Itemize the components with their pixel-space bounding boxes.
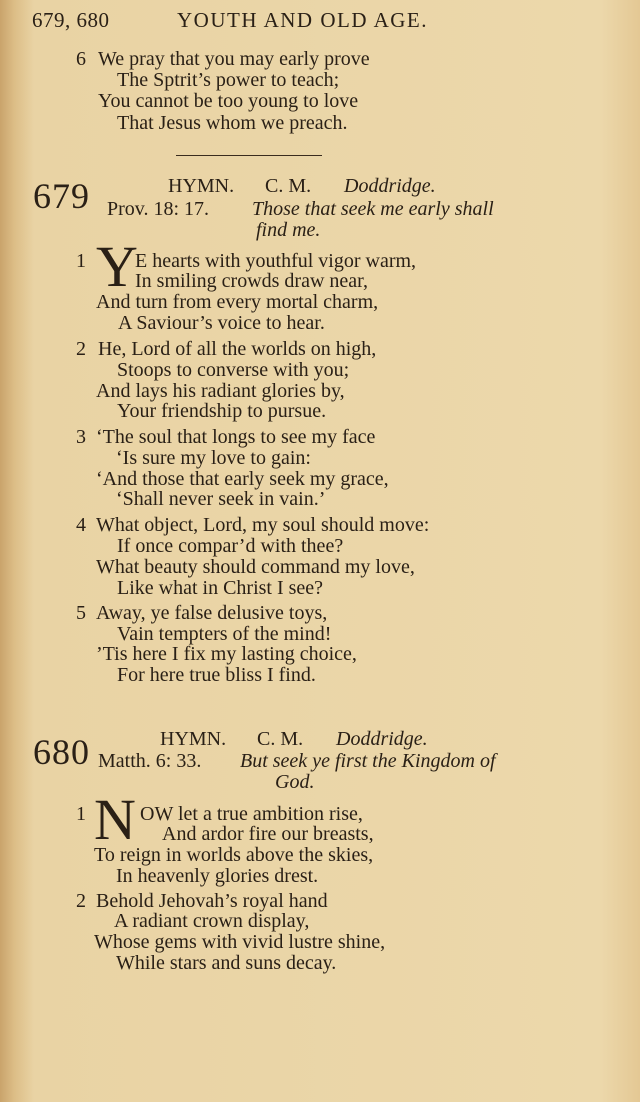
stanza-number: 3	[76, 426, 86, 448]
verse-line: If once compar’d with thee?	[117, 535, 344, 557]
stanza-number: 2	[76, 890, 86, 912]
hymn-label: HYMN.	[160, 728, 227, 750]
scripture-reference: Prov. 18: 17.	[107, 198, 210, 220]
verse-line: Your friendship to pursue.	[117, 400, 327, 422]
hymn-meter: C. M.	[265, 175, 312, 197]
verse-line: ‘Shall never seek in vain.’	[116, 488, 326, 510]
stanza-number: 2	[76, 338, 86, 360]
verse-line: In smiling crowds draw near,	[135, 270, 369, 292]
verse-line: What object, Lord, my soul should move:	[96, 514, 430, 536]
verse-line: ‘Is sure my love to gain:	[116, 447, 311, 469]
verse-line: That Jesus whom we preach.	[117, 112, 348, 134]
verse-line: A Saviour’s voice to hear.	[118, 312, 325, 334]
verse-line: A radiant crown display,	[114, 910, 310, 932]
verse-line: ‘And those that early seek my grace,	[96, 468, 389, 490]
verse-line: Behold Jehovah’s royal hand	[96, 890, 328, 912]
verse-line: And lays his radiant glories by,	[96, 380, 345, 402]
verse-line: Vain tempters of the mind!	[117, 623, 332, 645]
page-numbers: 679, 680	[32, 8, 110, 32]
verse-line: Like what in Christ I see?	[117, 577, 324, 599]
scripture-text-cont: find me.	[256, 219, 321, 241]
hymn-number: 679	[33, 176, 90, 216]
verse-line: ‘The soul that longs to see my face	[96, 426, 376, 448]
verse-line: E hearts with youthful vigor warm,	[135, 250, 417, 272]
verse-line: ’Tis here I fix my lasting choice,	[96, 643, 357, 665]
verse-line: He, Lord of all the worlds on high,	[98, 338, 377, 360]
section-title: YOUTH AND OLD AGE.	[177, 8, 428, 32]
hymn-label: HYMN.	[168, 175, 235, 197]
hymn-author: Doddridge.	[344, 175, 436, 197]
verse-line: And ardor fire our breasts,	[162, 823, 374, 845]
verse-line: Whose gems with vivid lustre shine,	[94, 931, 386, 953]
verse-line: While stars and suns decay.	[116, 952, 337, 974]
verse-line: Stoops to converse with you;	[117, 359, 350, 381]
stanza-number: 5	[76, 602, 86, 624]
verse-line: The Sptrit’s power to teach;	[117, 69, 340, 91]
verse-line: Away, ye false delusive toys,	[96, 602, 328, 624]
stanza-number: 1	[76, 250, 86, 272]
verse-line: And turn from every mortal charm,	[96, 291, 379, 313]
scripture-text: Those that seek me early shall	[252, 198, 494, 220]
verse-line: For here true bliss I find.	[117, 664, 316, 686]
scripture-text-cont: God.	[275, 771, 315, 793]
stanza-number: 4	[76, 514, 86, 536]
stanza-number: 6	[76, 48, 86, 70]
drop-cap-letter: N	[94, 787, 136, 852]
verse-line: OW let a true ambition rise,	[140, 803, 363, 825]
stanza-number: 1	[76, 803, 86, 825]
scripture-text: But seek ye first the Kingdom of	[240, 750, 496, 772]
hymn-meter: C. M.	[257, 728, 304, 750]
hymn-number: 680	[33, 732, 90, 772]
scripture-reference: Matth. 6: 33.	[98, 750, 202, 772]
verse-line: To reign in worlds above the skies,	[94, 844, 374, 866]
verse-line: You cannot be too young to love	[98, 90, 359, 112]
verse-line: What beauty should command my love,	[96, 556, 415, 578]
verse-line: We pray that you may early prove	[98, 48, 370, 70]
verse-line: In heavenly glories drest.	[116, 865, 319, 887]
drop-cap-letter: Y	[96, 234, 138, 299]
section-divider	[176, 155, 322, 156]
running-header	[32, 8, 592, 38]
hymn-author: Doddridge.	[336, 728, 428, 750]
